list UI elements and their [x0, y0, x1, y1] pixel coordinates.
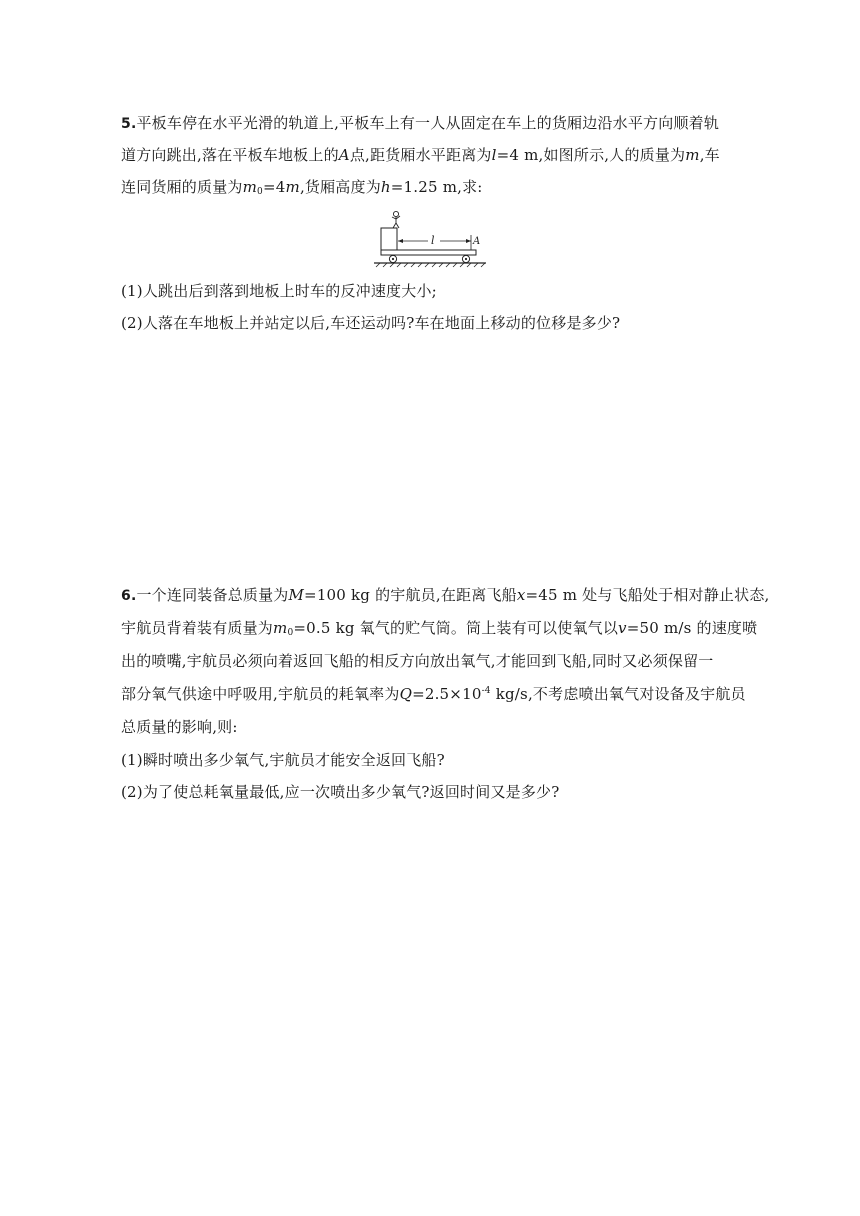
q6-subquestion-2: (2)为了使总耗氧量最低,应一次喷出多少氧气?返回时间又是多少? — [121, 783, 560, 801]
q6-line-1: 6.一个连同装备总质量为M=100 kg 的宇航员,在距离飞船x=45 m 处与飞船处于相对静止状态, — [121, 586, 770, 604]
arrow-right-icon — [466, 239, 471, 243]
wheel-left-hub — [392, 258, 394, 260]
figure-label-l: l — [431, 234, 435, 247]
ground-hatching — [376, 263, 485, 267]
q5-subquestion-2: (2)人落在车地板上并站定以后,车还运动吗?车在地面上移动的位移是多少? — [121, 314, 621, 332]
question-6-number: 6. — [121, 588, 137, 604]
cart-figure — [372, 208, 492, 270]
q6-subquestion-1: (1)瞬时喷出多少氧气,宇航员才能安全返回飞船? — [121, 751, 445, 769]
flatbed — [381, 250, 476, 255]
q6-line-3: 出的喷嘴,宇航员必须向着返回飞船的相反方向放出氧气,才能回到飞船,同时又必须保留一 — [121, 652, 714, 670]
q5-line-1: 5.平板车停在水平光滑的轨道上,平板车上有一人从固定在车上的货厢边沿水平方向顺着轨 — [121, 114, 720, 132]
q6-line-5: 总质量的影响,则: — [121, 718, 238, 736]
q6-line-4: 部分氧气供途中呼吸用,宇航员的耗氧率为$Q=2.5\times 10^{-4}$ kg/s,不考虑喷出氧气对设备及宇航员 — [121, 685, 746, 703]
figure-label-a: A — [473, 236, 481, 247]
wheel-right-hub — [465, 258, 467, 260]
q5-line-2: 道方向跳出,落在平板车地板上的A点,距货厢水平距离为l=4 m,如图所示,人的质量为m,车 — [121, 146, 720, 164]
q5-line-3: 连同货厢的质量为$m_0=4m$,货厢高度为h=1.25 m,求: — [121, 178, 483, 197]
person-figure — [392, 211, 400, 228]
cargo-box — [381, 228, 397, 250]
arrow-left-icon — [398, 239, 403, 243]
question-5-number: 5. — [121, 116, 137, 132]
q6-line-2: 宇航员背着装有质量为$m_0=0.5$ kg 氧气的贮气筒。筒上装有可以使氧气以v=50 m/s 的速度喷 — [121, 619, 758, 638]
q5-subquestion-1: (1)人跳出后到落到地板上时车的反冲速度大小; — [121, 282, 437, 300]
